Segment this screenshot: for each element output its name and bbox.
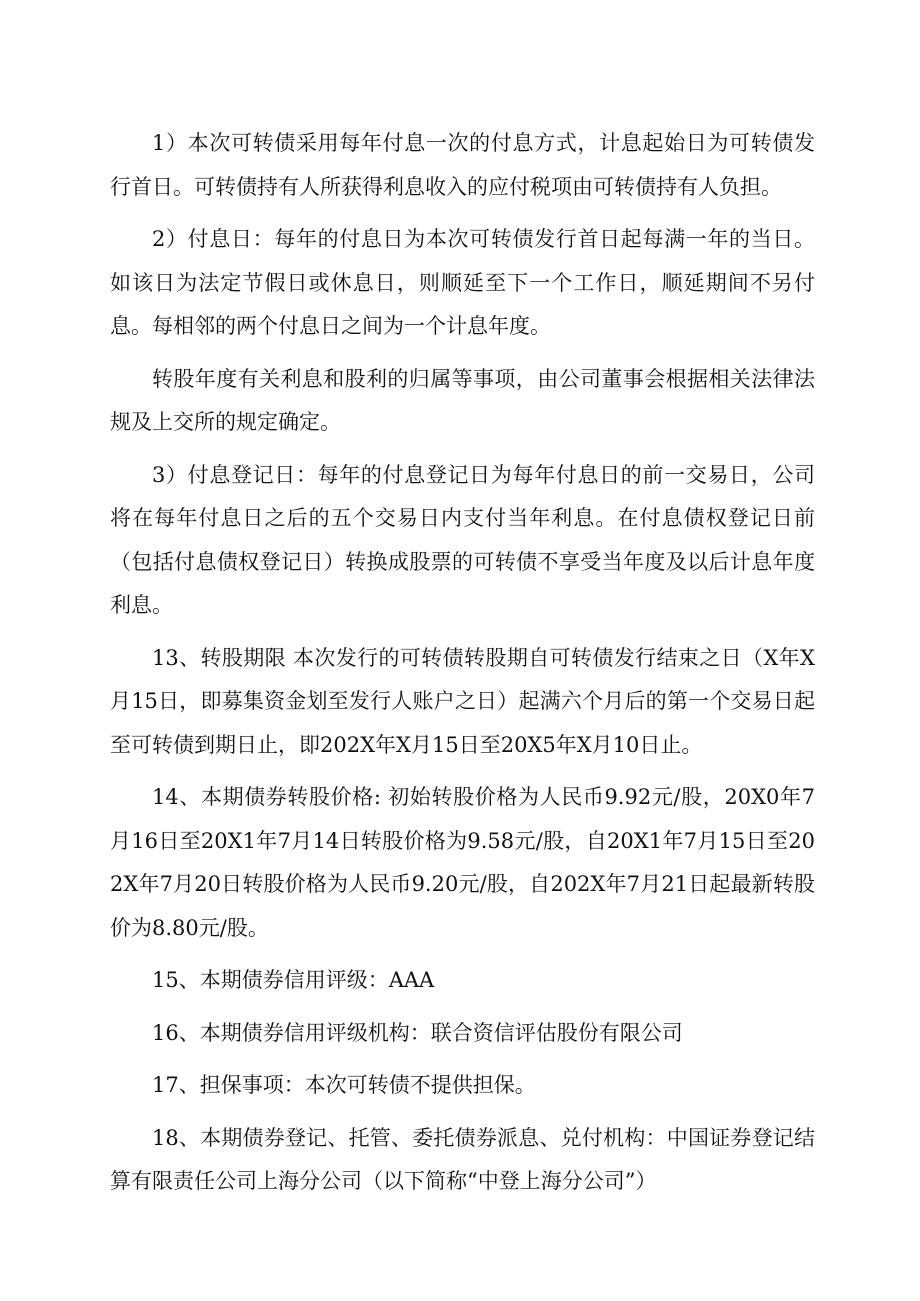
paragraph-conversion-period: 13、转股期限 本次发行的可转债转股期自可转债发行结束之日（X年X月15日，即募集资金划至发行人账户之日）起满六个月后的第一个交易日起至可转债到期日止，即202X年X月15日至20X5年X月10日止。 — [110, 645, 815, 757]
document-body — [110, 122, 815, 1213]
paragraph-credit-rating: 15、本期债券信用评级：AAA — [152, 968, 435, 992]
paragraph-conversion-year-interest: 转股年度有关利息和股利的归属等事项，由公司董事会根据相关法律法规及上交所的规定确定。 — [110, 366, 815, 434]
paragraph-record-date: 3）付息登记日：每年的付息登记日为每年付息日的前一交易日，公司将在每年付息日之后的五个交易日内支付当年利息。在付息债权登记日前（包括付息债权登记日）转换成股票的可转债不享受当年度及以后计息年度利息。 — [110, 462, 815, 617]
paragraph-conversion-price: 14、本期债券转股价格: 初始转股价格为人民币9.92元/股，20X0年7月16日至20X1年7月14日转股价格为9.58元/股，自20X1年7月15日至202X年7月20日转股价格为人民币9.20元/股，自202X年7月21日起最新转股价为8.80元/股。 — [110, 785, 815, 940]
paragraph-rating-agency: 16、本期债券信用评级机构：联合资信评估股份有限公司 — [152, 1020, 683, 1045]
paragraph-guarantee: 17、担保事项：本次可转债不提供担保。 — [152, 1073, 536, 1097]
paragraph-interest-payment-date: 2）付息日：每年的付息日为本次可转债发行首日起每满一年的当日。如该日为法定节假日或休息日，则顺延至下一个工作日，顺延期间不另付息。每相邻的两个付息日之间为一个计息年度。 — [110, 227, 815, 338]
paragraph-registration-agency: 18、本期债券登记、托管、委托债券派息、兑付机构：中国证券登记结算有限责任公司上海分公司（以下简称“中登上海分公司”） — [110, 1125, 815, 1193]
paragraph-interest-payment-method: 1）本次可转债采用每年付息一次的付息方式，计息起始日为可转债发行首日。可转债持有人所获得利息收入的应付税项由可转债持有人负担。 — [110, 131, 815, 199]
